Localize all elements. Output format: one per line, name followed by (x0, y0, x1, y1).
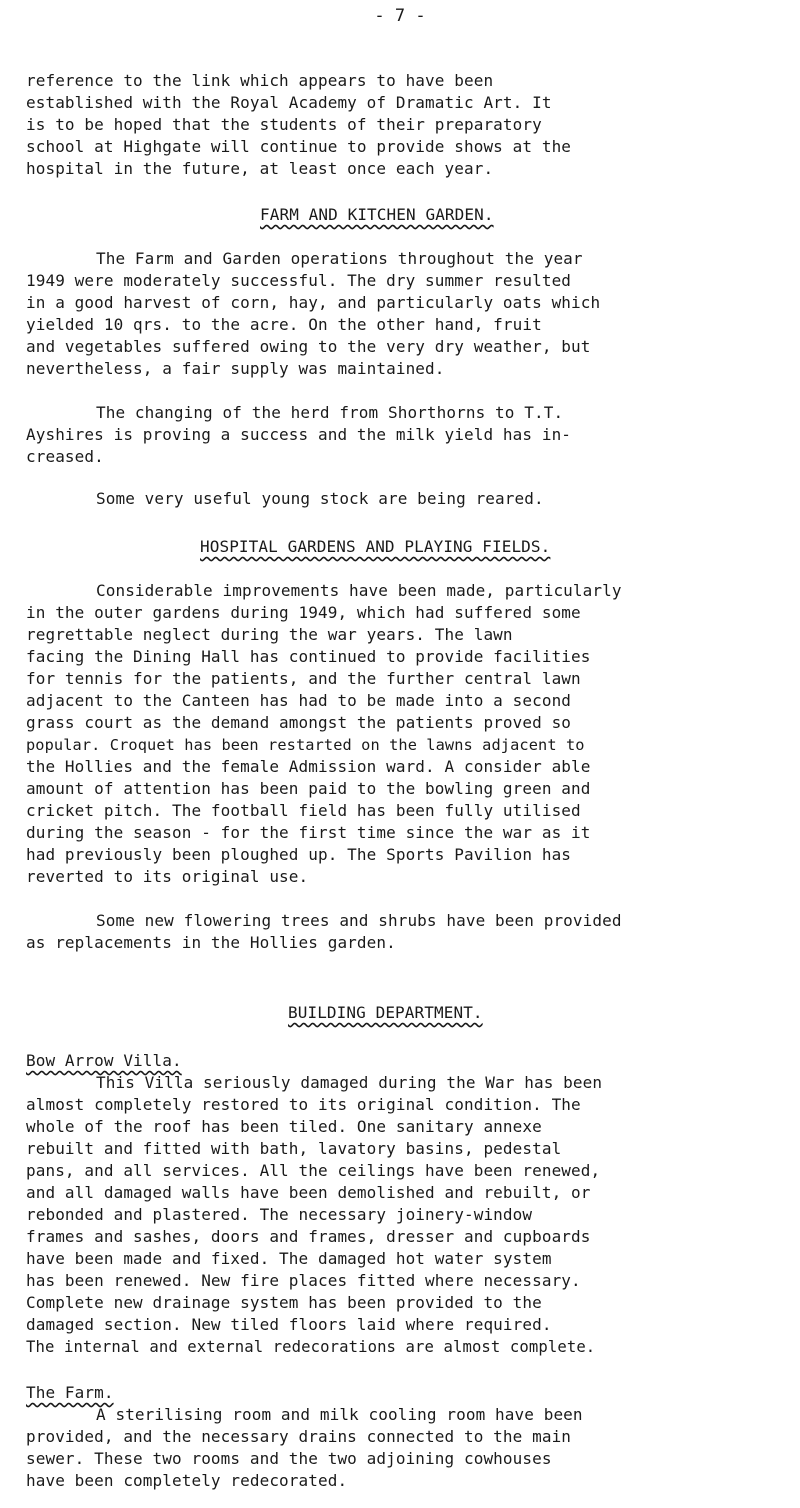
text-line: reference to the link which appears to have been (26, 71, 494, 90)
text-line: regrettable neglect during the war years. The lawn (26, 625, 513, 644)
text-line: provided, and the necessary drains connected to the main (26, 1427, 572, 1446)
text-line: 1949 were moderately successful. The dry summer resulted (26, 271, 572, 290)
text-line: reverted to its original use. (26, 867, 309, 886)
text-line: have been completely redecorated. (26, 1471, 348, 1490)
text-line: had previously been ploughed up. The Sports Pavilion has (26, 845, 572, 864)
text-line: Some very useful young stock are being reared. (96, 489, 544, 508)
text-line: have been made and fixed. The damaged hot water system (26, 1249, 552, 1268)
text-line: for tennis for the patients, and the further central lawn (26, 669, 581, 688)
text-line: A sterilising room and milk cooling room have been (96, 1405, 583, 1424)
text-line: during the season - for the first time since the war as it (26, 823, 591, 842)
text-line: Complete new drainage system has been provided to the (26, 1293, 542, 1312)
subheading-bow-arrow-villa: Bow Arrow Villa. (26, 1051, 182, 1070)
text-line: The internal and external redecorations are almost complete. (26, 1338, 596, 1356)
text-line: hospital in the future, at least once each year. (26, 159, 494, 178)
text-line: facing the Dining Hall has continued to provide facilities (26, 647, 591, 666)
subheading-the-farm: The Farm. (26, 1383, 114, 1402)
text-line: This Villa seriously damaged during the War has been (96, 1073, 603, 1092)
section-heading-building: BUILDING DEPARTMENT. (288, 1003, 483, 1022)
text-line: nevertheless, a fair supply was maintained. (26, 359, 445, 378)
text-line: sewer. These two rooms and the two adjoining cowhouses (26, 1449, 552, 1468)
text-line: and vegetables suffered owing to the very dry weather, but (26, 337, 591, 356)
text-line: and all damaged walls have been demolished and rebuilt, or (26, 1183, 591, 1202)
section-heading-farm: FARM AND KITCHEN GARDEN. (260, 205, 494, 224)
text-line: popular. Croquet has been restarted on the lawns adjacent to (26, 736, 585, 754)
text-line: cricket pitch. The football field has been fully utilised (26, 801, 581, 820)
text-line: is to be hoped that the students of their preparatory (26, 115, 542, 134)
text-line: school at Highgate will continue to provide shows at the (26, 137, 572, 156)
text-line: Considerable improvements have been made, particularly (96, 581, 622, 600)
text-line: yielded 10 qrs. to the acre. On the other hand, fruit (26, 315, 542, 334)
text-line: almost completely restored to its original condition. The (26, 1095, 581, 1114)
text-line: damaged section. New tiled floors laid where required. (26, 1315, 552, 1334)
text-line: The changing of the herd from Shorthorns to T.T. (96, 403, 564, 422)
text-line: in a good harvest of corn, hay, and particularly oats which (26, 293, 601, 312)
text-line: creased. (26, 447, 104, 466)
text-line: frames and sashes, doors and frames, dresser and cupboards (26, 1227, 591, 1246)
text-line: as replacements in the Hollies garden. (26, 933, 396, 952)
text-line: grass court as the demand amongst the patients proved so (26, 713, 572, 732)
text-line: pans, and all services. All the ceilings have been renewed, (26, 1161, 601, 1180)
text-line: Some new flowering trees and shrubs have been provided (96, 911, 622, 930)
text-line: whole of the roof has been tiled. One sanitary annexe (26, 1117, 542, 1136)
text-line: Ayshires is proving a success and the milk yield has in- (26, 425, 572, 444)
text-line: The Farm and Garden operations throughout the year (96, 249, 583, 268)
text-line: amount of attention has been paid to the bowling green and (26, 779, 591, 798)
text-line: rebuilt and fitted with bath, lavatory basins, pedestal (26, 1139, 562, 1158)
section-heading-gardens: HOSPITAL GARDENS AND PLAYING FIELDS. (200, 537, 551, 556)
text-line: in the outer gardens during 1949, which had suffered some (26, 603, 581, 622)
text-line: has been renewed. New fire places fitted where necessary. (26, 1271, 581, 1290)
text-line: rebonded and plastered. The necessary joinery-window (26, 1205, 533, 1224)
page-number: - 7 - (374, 6, 426, 26)
text-line: adjacent to the Canteen has had to be made into a second (26, 691, 572, 710)
text-line: the Hollies and the female Admission ward. A consider able (26, 757, 591, 776)
text-line: established with the Royal Academy of Dramatic Art. It (26, 93, 552, 112)
